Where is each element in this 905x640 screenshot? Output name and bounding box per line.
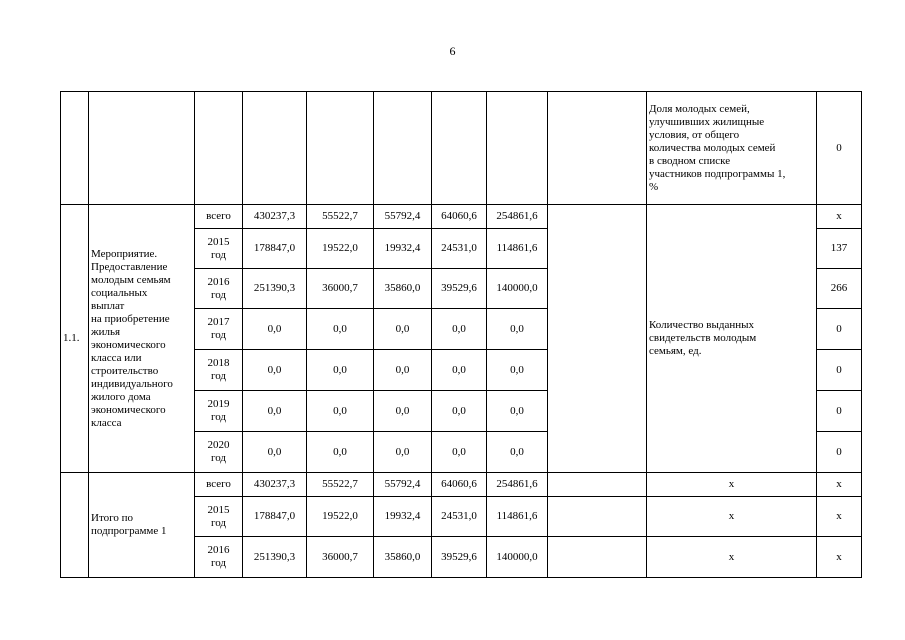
cell-empty [89,92,195,205]
cell-empty [195,92,243,205]
value-cell: 0,0 [487,432,548,473]
value-cell: 0,0 [374,309,432,350]
value-cell: 19522,0 [307,229,374,269]
value-cell: 251390,3 [243,537,307,578]
value-cell: 0,0 [432,350,487,391]
value-cell: 24531,0 [432,229,487,269]
value-cell: 55792,4 [374,205,432,229]
target-cell: х [817,473,862,497]
target-cell: х [817,537,862,578]
table-row [61,473,862,497]
value-cell: 140000,0 [487,269,548,309]
cell-empty [548,473,647,497]
value-cell: 254861,6 [487,473,548,497]
period-cell: всего [195,205,243,229]
value-cell: 55522,7 [307,205,374,229]
value-cell: 19522,0 [307,497,374,537]
value-cell: 114861,6 [487,497,548,537]
value-cell: 251390,3 [243,269,307,309]
total-name: Итого по подпрограмме 1 [89,473,195,578]
target-cell: 0 [817,432,862,473]
cell-empty [61,473,89,578]
value-cell: 0,0 [487,391,548,432]
value-cell: 55522,7 [307,473,374,497]
value-cell: 0,0 [307,350,374,391]
table-row [61,205,862,229]
value-cell: 0,0 [243,391,307,432]
value-cell: 0,0 [307,391,374,432]
cell-empty [307,92,374,205]
target-cell: 0 [817,391,862,432]
value-cell: 0,0 [374,350,432,391]
value-cell: 0,0 [432,432,487,473]
value-cell: 0,0 [243,432,307,473]
page-number: 6 [449,44,456,58]
value-cell: 0,0 [307,309,374,350]
value-cell: 39529,6 [432,269,487,309]
value-cell: 36000,7 [307,537,374,578]
value-cell: 35860,0 [374,537,432,578]
target-cell: 137 [817,229,862,269]
value-cell: 35860,0 [374,269,432,309]
cell-empty [548,497,647,537]
target-cell: 266 [817,269,862,309]
indicator-target-value: 0 [817,92,862,205]
item-name: Мероприятие. Предоставление молодым семьям социальных выплат на приобретение жилья экономического класса или строительство индивидуального жилого дома экономического класса [89,205,195,473]
value-cell: 254861,6 [487,205,548,229]
indicator-share-young-families: Доля молодых семей, улучшивших жилищные условия, от общего количества молодых семей в сводном списке участников подпрограммы 1, % [647,92,817,205]
value-cell: 0,0 [307,432,374,473]
value-cell: 64060,6 [432,205,487,229]
value-cell: 0,0 [432,309,487,350]
cell-empty [548,205,647,473]
value-cell: 140000,0 [487,537,548,578]
cell-empty [548,537,647,578]
value-cell: 55792,4 [374,473,432,497]
value-cell: 0,0 [374,391,432,432]
indicator-cell: х [647,497,817,537]
cell-empty [61,92,89,205]
cell-empty [374,92,432,205]
cell-empty [432,92,487,205]
value-cell: 24531,0 [432,497,487,537]
program-table [60,91,862,578]
period-cell: всего [195,473,243,497]
period-cell: 2015 год [195,497,243,537]
value-cell: 39529,6 [432,537,487,578]
target-cell: 0 [817,350,862,391]
value-cell: 0,0 [487,350,548,391]
value-cell: 0,0 [243,350,307,391]
cell-empty [243,92,307,205]
value-cell: 19932,4 [374,497,432,537]
value-cell: 0,0 [487,309,548,350]
value-cell: 0,0 [243,309,307,350]
target-cell: х [817,205,862,229]
period-cell: 2019 год [195,391,243,432]
period-cell: 2015 год [195,229,243,269]
value-cell: 114861,6 [487,229,548,269]
value-cell: 430237,3 [243,205,307,229]
period-cell: 2016 год [195,537,243,578]
value-cell: 36000,7 [307,269,374,309]
indicator-certificates-issued: Количество выданных свидетельств молодым семьям, ед. [647,205,817,473]
item-number: 1.1. [61,205,89,473]
target-cell: х [817,497,862,537]
value-cell: 178847,0 [243,497,307,537]
indicator-row-continued [61,92,862,205]
target-cell: 0 [817,309,862,350]
period-cell: 2017 год [195,309,243,350]
period-cell: 2016 год [195,269,243,309]
period-cell: 2018 год [195,350,243,391]
cell-empty [487,92,548,205]
value-cell: 19932,4 [374,229,432,269]
indicator-cell: х [647,473,817,497]
period-cell: 2020 год [195,432,243,473]
value-cell: 430237,3 [243,473,307,497]
indicator-cell: х [647,537,817,578]
value-cell: 64060,6 [432,473,487,497]
cell-empty [548,92,647,205]
value-cell: 0,0 [432,391,487,432]
value-cell: 0,0 [374,432,432,473]
value-cell: 178847,0 [243,229,307,269]
